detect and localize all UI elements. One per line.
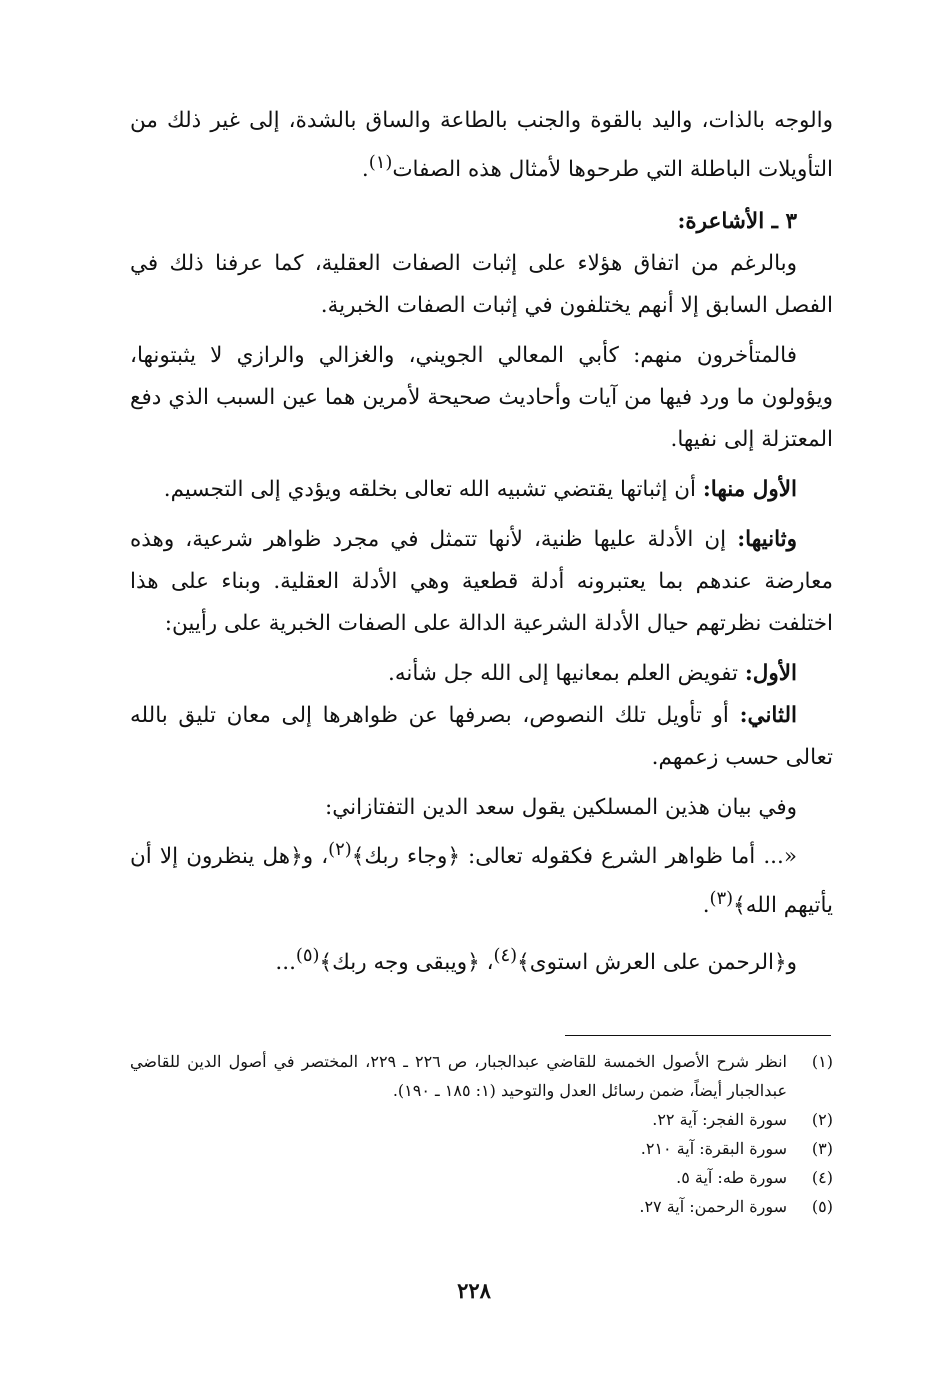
main-text [130,100,833,985]
footnote-ref-5[interactable]: (٥) [295,945,320,967]
paragraph-6 [130,653,833,695]
footnote-1 [130,1047,833,1105]
footnote-text: انظر شرح الأصول الخمسة للقاضي عبدالجبار، ص ٢٢٦ ـ ٢٢٩، المختصر في أصول الدين للقاضي عبدالجبار أيضاً، ضمن رسائل العدل والتوحيد (١: ١٨٥ ـ ١٩٠). [130,1052,787,1100]
paragraph-4-text: أن إثباتها يقتضي تشبيه الله تعالى بخلقه ويؤدي إلى التجسيم. [163,477,703,503]
footnote-ref-3[interactable]: (٣) [709,888,734,910]
footnote-3 [130,1134,833,1163]
paragraph-6-text: تفويض العلم بمعانيها إلى الله جل شأنه. [387,661,745,687]
paragraph-5 [130,519,833,645]
paragraph-5-text: إن الأدلة عليها ظنية، لأنها تتمثل في مجرد ظواهر شرعية، وهذه معارضة عندهم بما يعتبرونه أدلة قطعية وهي الأدلة العقلية. وبناء على هذا اختلفت نظرتهم حيال الأدلة الشرعية الدالة على الصفات الخبرية على رأيين: [130,527,833,637]
paragraph-3: فالمتأخرون منهم: كأبي المعالي الجويني، والغزالي والرازي لا يثبتونها، ويؤولون ما ورد فيها من آيات وأحاديث صحيحة لأمرين هما عين السبب الذي دفع المعتزلة إلى نفيها. [130,343,833,453]
paragraph-1 [130,100,833,191]
quote-1-part-c: . [702,893,710,919]
footnote-ref-1[interactable]: (١) [368,152,393,173]
section-heading: ٣ ـ الأشاعرة: [677,209,797,235]
footnote-text: سورة الفجر: آية ٢٢. [652,1110,787,1129]
paragraph-7-text: أو تأويل تلك النصوص، بصرفها عن ظواهرها إلى معان تليق بالله تعالى حسب زعمهم. [130,703,833,771]
footnote-5 [130,1192,833,1221]
paragraph-6-lead: الأول: [744,661,797,687]
footnote-text: سورة الرحمن: آية ٢٧. [639,1197,787,1216]
footnote-number: (٤) [811,1168,833,1187]
paragraph-1-text: والوجه بالذات، واليد بالقوة والجنب بالطاعة والساق بالشدة، إلى غير ذلك من التأويلات الباطلة التي طرحوها لأمثال هذه الصفات [130,108,833,183]
quote-1-part-a: «... أما ظواهر الشرع فكقوله تعالى: ﴿وجاء ربك﴾ [351,844,797,870]
footnote-ref-4[interactable]: (٤) [493,945,518,967]
footnote-number: (٣) [811,1139,833,1158]
page-number: ٢٢٨ [457,1278,491,1303]
paragraph-5-lead: وثانيها: [737,527,797,553]
footnote-number: (١) [811,1052,833,1071]
quote-2-part-c: ... [275,950,296,976]
paragraph-4-lead: الأول منها: [702,477,797,503]
footnote-text: سورة البقرة: آية ٢١٠. [640,1139,787,1158]
quote-2 [130,935,833,984]
paragraph-7 [130,695,833,779]
paragraph-7-lead: الثاني: [739,703,797,729]
footnote-2 [130,1105,833,1134]
paragraph-4 [130,469,833,511]
footnote-number: (٥) [811,1197,833,1216]
paragraph-1-end: . [361,157,369,183]
quote-1 [130,829,833,927]
quote-2-part-a: و﴿الرحمن على العرش استوى﴾ [517,950,797,976]
footnote-number: (٢) [811,1110,833,1129]
paragraph-2: وبالرغم من اتفاق هؤلاء على إثبات الصفات العقلية، كما عرفنا ذلك في الفصل السابق إلا أنهم يختلفون في إثبات الصفات الخبرية. [130,251,833,319]
footnotes [130,1047,833,1221]
footnote-ref-2[interactable]: (٢) [328,839,352,861]
quote-1-part-b: ، و﴿هل ينظرون إلا أن يأتيهم الله﴾ [130,844,833,919]
quote-2-part-b: ، ﴿ويبقى وجه ربك﴾ [319,950,494,976]
footnote-text: سورة طه: آية ٥. [676,1168,787,1187]
paragraph-8: وفي بيان هذين المسلكين يقول سعد الدين التفتازاني: [324,795,797,821]
footnote-4 [130,1163,833,1192]
footnote-divider [565,1035,831,1036]
